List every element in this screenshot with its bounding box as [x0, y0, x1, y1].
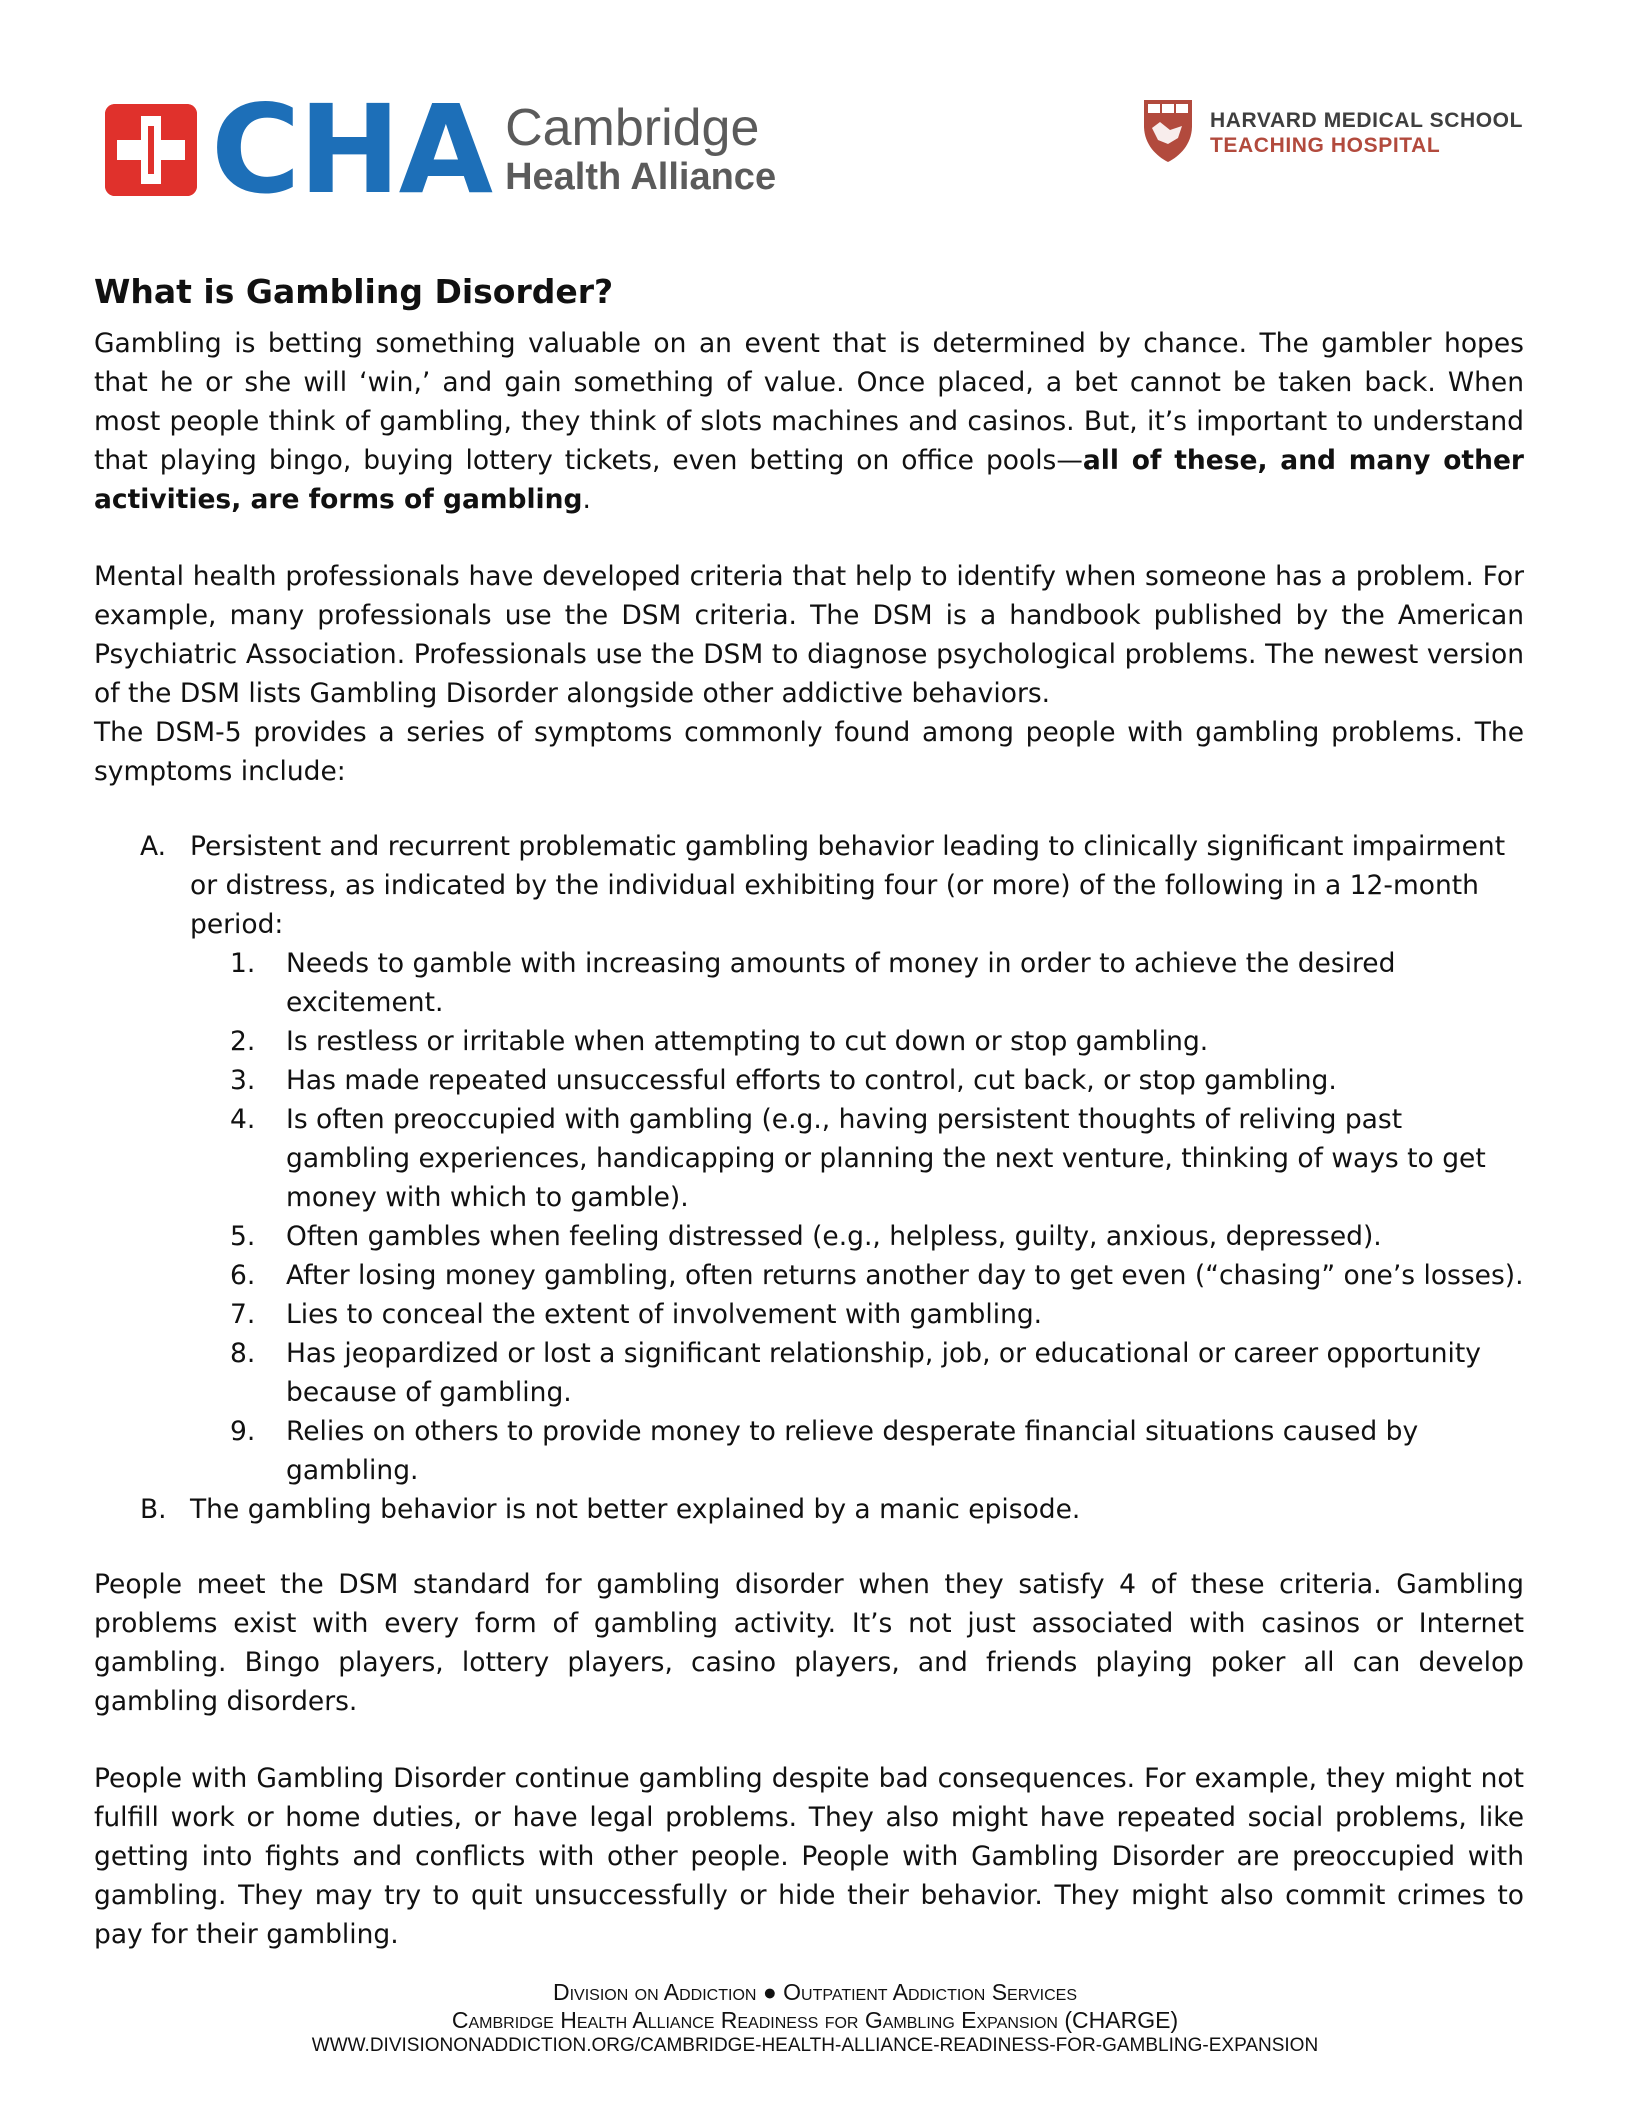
symptom-number: 9.	[230, 1416, 256, 1447]
footer-url: WWW.DIVISIONONADDICTION.ORG/CAMBRIDGE-HEALTH-ALLIANCE-READINESS-FOR-GAMBLING-EXPANSION	[311, 2035, 1319, 2056]
symptom-text: Has made repeated unsuccessful efforts to control, cut back, or stop gambling.	[286, 1065, 1337, 1096]
criterion-text: Persistent and recurrent problematic gambling behavior leading to clinically significant impairment or distress, as indicated by the individual exhibiting four (or more) of the following in a 12-month period:	[190, 831, 1506, 940]
symptom-number: 1.	[230, 948, 256, 979]
symptom-item	[190, 1217, 1524, 1256]
symptom-item	[190, 1412, 1524, 1490]
symptom-text: Is restless or irritable when attempting to cut down or stop gambling.	[286, 1026, 1209, 1057]
footer-line1: Division on Addiction ● Outpatient Addiction Services	[552, 1979, 1078, 2005]
cha-line1: Cambridge	[505, 99, 760, 157]
page-title: What is Gambling Disorder?	[94, 272, 614, 311]
symptom-item	[190, 1295, 1524, 1334]
hms-line2: TEACHING HOSPITAL	[1210, 134, 1441, 157]
symptom-text: Is often preoccupied with gambling (e.g., having persistent thoughts of reliving past gambling experiences, handicapping or planning the next venture, thinking of ways to get money with which to gamble).	[286, 1104, 1486, 1213]
criterion-a	[94, 827, 1524, 1490]
symptom-text: Needs to gamble with increasing amounts of money in order to achieve the desired excitement.	[286, 948, 1396, 1018]
criterion-b	[94, 1490, 1524, 1529]
hms-text	[1210, 98, 1523, 158]
hms-logo	[1142, 98, 1523, 164]
cha-mark: CHA	[211, 79, 492, 221]
symptom-item	[190, 1256, 1524, 1295]
dsm-paragraph: Mental health professionals have developed criteria that help to identify when someone has a problem. For example, many professionals use the DSM criteria. The DSM is a handbook published by the American Psychiatric Association. Professionals use the DSM to diagnose psychological problems. The newest version of the DSM lists Gambling Disorder alongside other addictive behaviors.	[94, 561, 1524, 709]
criterion-text: The gambling behavior is not better explained by a manic episode.	[190, 1494, 1081, 1525]
symptom-item	[190, 1334, 1524, 1412]
footer	[0, 1978, 1630, 2058]
symptom-number: 3.	[230, 1065, 256, 1096]
dsm-standard-paragraph: People meet the DSM standard for gambling disorder when they satisfy 4 of these criteria. Gambling problems exist with every form of gambling activity. It’s not just associated with casinos or Internet gambling. Bingo players, lottery players, casino players, and friends playing poker all can develop gambling disorders.	[94, 1569, 1524, 1717]
cha-wordmark	[505, 101, 776, 199]
intro-bold-text: all of these, and many other activities, are forms of gambling	[94, 445, 1525, 515]
cha-logo	[105, 79, 777, 221]
symptom-number: 5.	[230, 1221, 256, 1252]
intro-end: .	[582, 484, 591, 515]
symptom-item	[190, 1022, 1524, 1061]
symptom-text: Has jeopardized or lost a significant relationship, job, or educational or career opportunity because of gambling.	[286, 1338, 1481, 1408]
criterion-marker: B.	[140, 1494, 167, 1525]
main-content	[94, 270, 1524, 1954]
harvard-shield-icon	[1142, 98, 1194, 164]
cha-cross-icon	[105, 104, 197, 196]
consequences-paragraph: People with Gambling Disorder continue gambling despite bad consequences. For example, they might not fulfill work or home duties, or have legal problems. They also might have repeated social problems, like getting into fights and conflicts with other people. People with Gambling Disorder are preoccupied with gambling. They may try to quit unsuccessfully or hide their behavior. They might also commit crimes to pay for their gambling.	[94, 1763, 1524, 1950]
symptom-list	[190, 944, 1524, 1490]
symptom-item	[190, 1100, 1524, 1217]
symptom-text: After losing money gambling, often returns another day to get even (“chasing” one’s losses).	[286, 1260, 1524, 1291]
symptom-number: 4.	[230, 1104, 256, 1135]
symptom-number: 2.	[230, 1026, 256, 1057]
criterion-marker: A.	[140, 831, 167, 862]
symptom-text: Relies on others to provide money to relieve desperate financial situations caused by gambling.	[286, 1416, 1419, 1486]
intro-text: Gambling is betting something valuable on an event that is determined by chance. The gambler hopes that he or she will ‘win,’ and gain something of value. Once placed, a bet cannot be taken back. When most people think of gambling, they think of slots machines and casinos. But, it’s important to understand that playing bingo, buying lottery tickets, even betting on office pools—	[94, 328, 1524, 476]
intro-paragraph	[94, 324, 1524, 519]
footer-line2: Cambridge Health Alliance Readiness for Gambling Expansion (CHARGE)	[451, 2007, 1179, 2033]
criteria-list	[94, 827, 1524, 1529]
symptom-text: Lies to conceal the extent of involvement with gambling.	[286, 1299, 1043, 1330]
symptom-item	[190, 944, 1524, 1022]
cha-line2: Health Alliance	[505, 156, 777, 198]
dsm5-paragraph: The DSM-5 provides a series of symptoms commonly found among people with gambling problems. The symptoms include:	[94, 717, 1524, 787]
symptom-text: Often gambles when feeling distressed (e.g., helpless, guilty, anxious, depressed).	[286, 1221, 1382, 1252]
hms-line1: HARVARD MEDICAL SCHOOL	[1210, 109, 1524, 132]
symptom-item	[190, 1061, 1524, 1100]
symptom-number: 6.	[230, 1260, 256, 1291]
symptom-number: 8.	[230, 1338, 256, 1369]
symptom-number: 7.	[230, 1299, 256, 1330]
